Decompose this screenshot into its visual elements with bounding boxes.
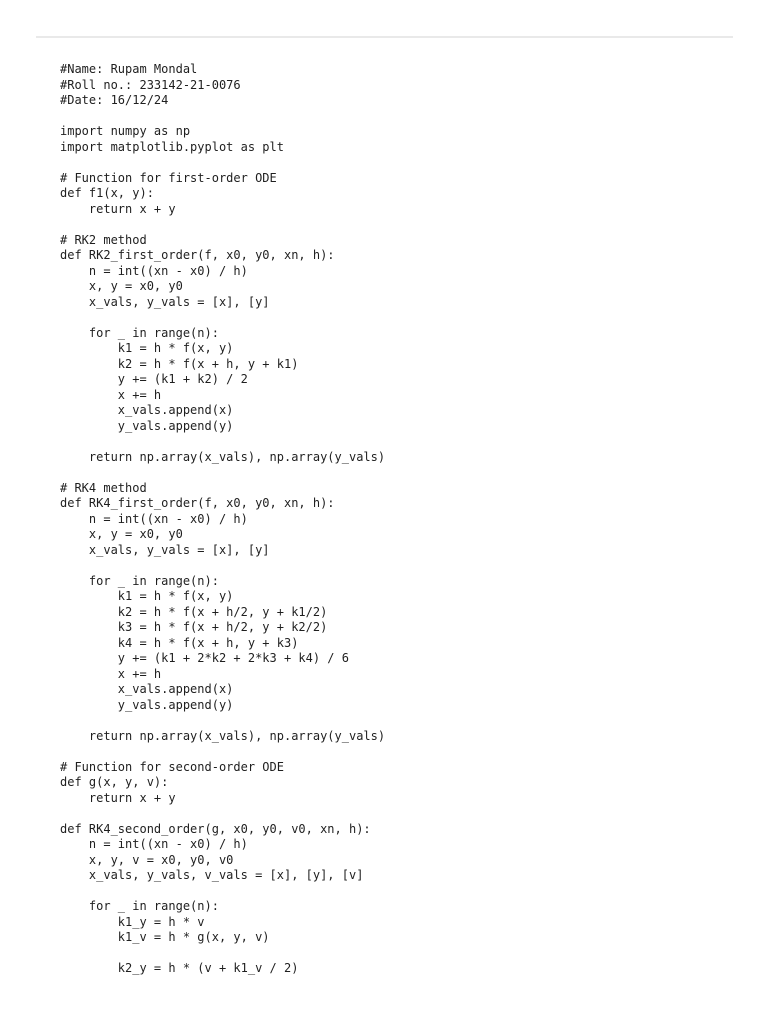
code-line: x, y = x0, y0 (60, 279, 183, 293)
code-line: x_vals.append(x) (60, 403, 234, 417)
code-listing (60, 62, 385, 977)
code-line: import matplotlib.pyplot as plt (60, 139, 284, 154)
code-line (60, 434, 385, 450)
code-line: y += (k1 + k2) / 2 (60, 372, 248, 386)
code-line: #Roll no.: 233142-21-0076 (60, 77, 241, 92)
code-line: k1_v = h * g(x, y, v) (60, 930, 270, 944)
code-line: # RK4 method (60, 480, 147, 495)
code-line: x += h (60, 666, 162, 681)
code-line: k2 = h * f(x + h/2, y + k1/2) (60, 604, 328, 619)
code-line (60, 946, 385, 962)
code-line: # Function for first-order ODE (60, 170, 277, 185)
code-line: n = int((xn - x0) / h) (60, 263, 248, 278)
code-line (60, 884, 385, 900)
code-line: def RK4_second_order(g, x0, y0, v0, xn, h): (60, 821, 371, 836)
code-line (60, 465, 385, 481)
code-line: x_vals.append(x) (60, 682, 234, 696)
code-line: k4 = h * f(x + h, y + k3) (60, 635, 299, 650)
code-line (60, 713, 385, 729)
code-line: x_vals, y_vals = [x], [y] (60, 294, 270, 309)
code-line: k1_y = h * v (60, 914, 205, 929)
code-line: return np.array(x_vals), np.array(y_vals) (60, 449, 386, 464)
code-line: k3 = h * f(x + h/2, y + k2/2) (60, 620, 328, 634)
code-line: y_vals.append(y) (60, 418, 234, 433)
code-line: import numpy as np (60, 124, 191, 138)
code-line: return np.array(x_vals), np.array(y_vals) (60, 728, 386, 743)
code-line: def RK2_first_order(f, x0, y0, xn, h): (60, 248, 335, 262)
code-line: def g(x, y, v): (60, 775, 169, 789)
code-line: def f1(x, y): (60, 186, 154, 200)
code-line: for _ in range(n): (60, 573, 219, 588)
code-line: n = int((xn - x0) / h) (60, 511, 248, 526)
code-line: y += (k1 + 2*k2 + 2*k3 + k4) / 6 (60, 651, 349, 665)
code-line: #Name: Rupam Mondal (60, 62, 198, 76)
code-line (60, 155, 385, 171)
code-line: n = int((xn - x0) / h) (60, 837, 248, 851)
code-line: k1 = h * f(x, y) (60, 589, 234, 603)
code-line: for _ in range(n): (60, 899, 219, 913)
code-line: return x + y (60, 790, 176, 805)
code-line: x, y, v = x0, y0, v0 (60, 852, 234, 867)
code-line: k2_y = h * (v + k1_v / 2) (60, 961, 299, 975)
code-line: k2 = h * f(x + h, y + k1) (60, 356, 299, 371)
code-line (60, 109, 385, 125)
code-line: def RK4_first_order(f, x0, y0, xn, h): (60, 496, 335, 510)
code-line: y_vals.append(y) (60, 697, 234, 712)
code-line: x_vals, y_vals, v_vals = [x], [y], [v] (60, 868, 364, 882)
code-line (60, 310, 385, 326)
code-line: x += h (60, 387, 162, 402)
code-line: # Function for second-order ODE (60, 759, 284, 774)
code-line (60, 217, 385, 233)
code-line: k1 = h * f(x, y) (60, 341, 234, 355)
code-line (60, 744, 385, 760)
code-line: x, y = x0, y0 (60, 527, 183, 541)
top-divider (36, 36, 733, 38)
code-line (60, 558, 385, 574)
code-line: x_vals, y_vals = [x], [y] (60, 542, 270, 557)
code-line: #Date: 16/12/24 (60, 93, 169, 107)
code-line (60, 806, 385, 822)
code-line: for _ in range(n): (60, 325, 219, 340)
code-line: # RK2 method (60, 232, 147, 247)
code-line: return x + y (60, 201, 176, 216)
